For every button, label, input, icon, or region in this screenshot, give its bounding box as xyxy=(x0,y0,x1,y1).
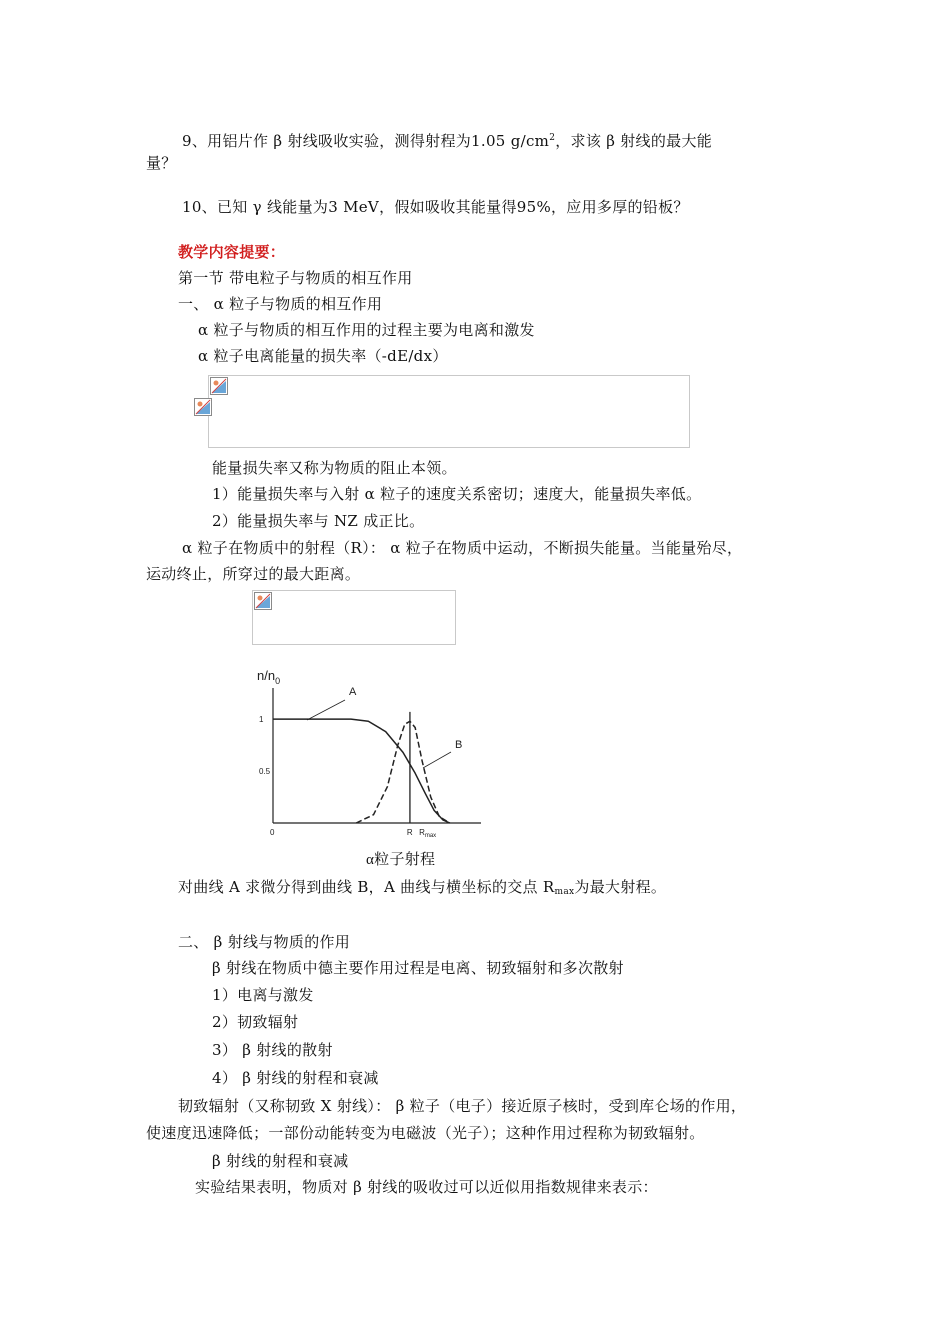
broken-image-icon xyxy=(194,398,212,416)
question-10: 10、已知 γ 线能量为3 MeV，假如吸收其能量得95%，应用多厚的铅板？ xyxy=(182,198,689,216)
annotation-leader-line xyxy=(307,700,345,720)
curve-label-A: A xyxy=(349,686,357,698)
part-1-title: 一、 α 粒子与物质的相互作用 xyxy=(178,295,383,313)
paragraph-stopping-power: 能量损失率又称为物质的阻止本领。 xyxy=(212,459,457,477)
broken-image-icon xyxy=(254,592,272,610)
y-tick-label: 1 xyxy=(259,715,264,725)
paragraph-range-line2: 运动终止，所穿过的最大距离。 xyxy=(146,565,361,583)
part-2-title: 二、 β 射线与物质的作用 xyxy=(178,933,351,951)
range-image-box xyxy=(252,590,456,645)
paragraph-exponential-law: 实验结果表明，物质对 β 射线的吸收过可以近似用指数规律来表示： xyxy=(195,1178,658,1196)
list-item-scattering: 3） β 射线的散射 xyxy=(212,1041,333,1059)
paragraph-beta-processes: β 射线在物质中德主要作用过程是电离、韧致辐射和多次散射 xyxy=(212,959,624,977)
outline-heading: 教学内容提要： xyxy=(178,243,286,261)
paragraph-bremsstrahlung-line1: 韧致辐射（又称韧致 X 射线）： β 粒子（电子）接近原子核时，受到库仑场的作用， xyxy=(178,1097,747,1115)
alpha-range-chart xyxy=(245,660,490,840)
question-9-line1: 9、用铝片作 β 射线吸收实验，测得射程为1.05 $g/cm^2$，求该 β 射线的最大能 xyxy=(182,132,713,150)
broken-image-icon xyxy=(210,377,228,395)
y-axis-label: $n/n_0$ xyxy=(257,668,281,686)
list-item-velocity: 1）能量损失率与入射 α 粒子的速度关系密切；速度大，能量损失率低。 xyxy=(212,485,702,503)
paragraph-energy-loss-rate: α 粒子电离能量的损失率（-dE/dx） xyxy=(198,347,448,365)
paragraph-alpha-interaction: α 粒子与物质的相互作用的过程主要为电离和激发 xyxy=(198,321,535,339)
paragraph-bremsstrahlung-line2: 使速度迅速降低；一部份动能转变为电磁波（光子）；这种作用过程称为韧致辐射。 xyxy=(146,1124,705,1142)
curve-label-B: B xyxy=(455,739,463,751)
y-tick-label: 0.5 xyxy=(259,767,271,777)
list-item-ionization: 1）电离与激发 xyxy=(212,986,314,1004)
list-item-range-attenuation: 4） β 射线的射程和衰减 xyxy=(212,1069,379,1087)
paragraph-range-line1: α 粒子在物质中的射程（R）： α 粒子在物质中运动，不断损失能量。当能量殆尽， xyxy=(182,539,743,557)
section-1-title: 第一节 带电粒子与物质的相互作用 xyxy=(178,269,413,287)
paragraph-curve-derivative: 对曲线 A 求微分得到曲线 B，A 曲线与横坐标的交点 $R_{max}$为最大射程。 xyxy=(178,878,667,897)
list-item-bremsstrahlung: 2）韧致辐射 xyxy=(212,1013,299,1031)
x-tick-label: 0 xyxy=(270,828,275,837)
curve-B xyxy=(356,721,450,823)
formula-image-box xyxy=(208,375,690,448)
question-9-line2: 量？ xyxy=(146,154,177,172)
annotation-leader-line xyxy=(423,752,451,768)
curve-A xyxy=(273,719,450,823)
chart-caption: α粒子射程 xyxy=(366,852,436,868)
x-tick-label: $R_{max}$ xyxy=(419,828,437,839)
x-tick-label: R xyxy=(406,828,413,837)
list-item-nz: 2）能量损失率与 NZ 成正比。 xyxy=(212,512,425,530)
beta-range-heading: β 射线的射程和衰减 xyxy=(212,1152,349,1170)
